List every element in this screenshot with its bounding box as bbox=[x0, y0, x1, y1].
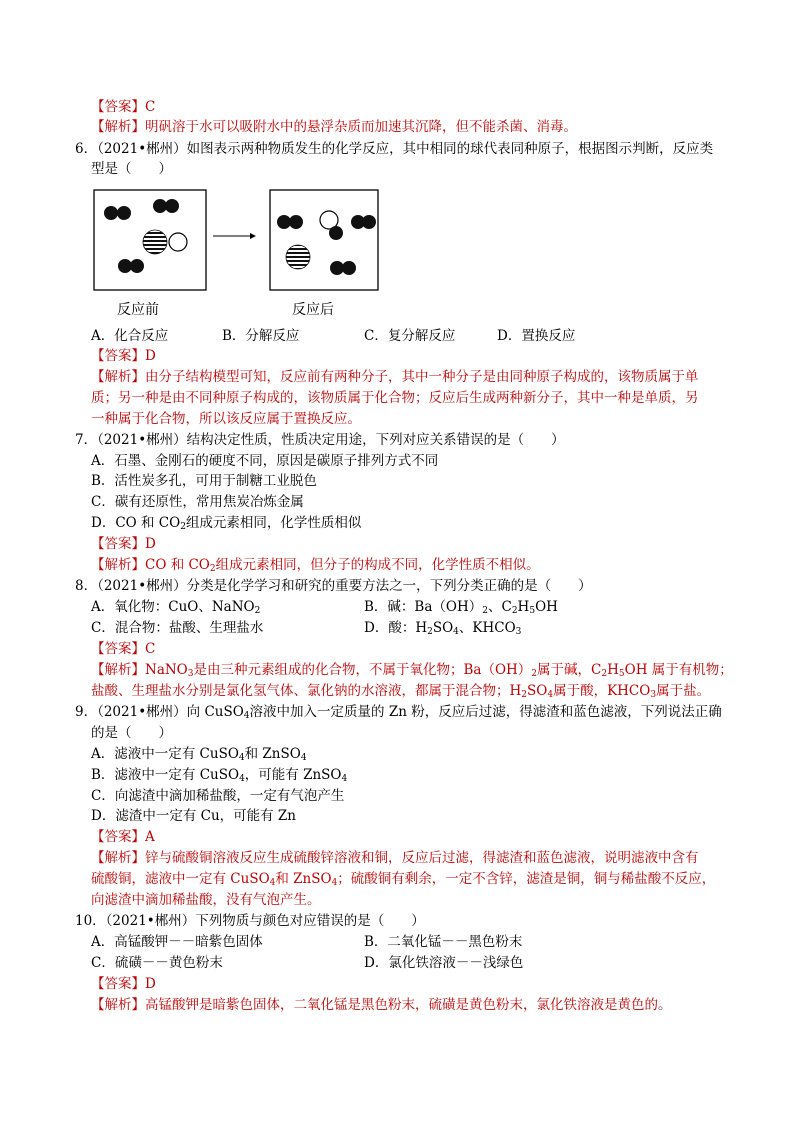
analysis-line: 【解析】高锰酸钾是暗紫色固体，二氧化锰是黑色粉末，硫磺是黄色粉末，氯化铁溶液是黄色的。 bbox=[91, 997, 672, 1013]
answer-line: 【答案】D bbox=[91, 348, 156, 364]
dark-atom bbox=[104, 206, 118, 220]
dark-atom bbox=[117, 206, 131, 220]
question-9-stem: 9．（2021•郴州）向 CuSO$_4$溶液中加入一定质量的 Zn 粉，反应后过滤，得滤渣和蓝色滤液，下列说法正确 bbox=[75, 704, 722, 721]
answer-tag: 【答案】 bbox=[91, 99, 145, 115]
option-b: B．二氧化锰－－黑色粉末 bbox=[364, 934, 523, 950]
dark-atom bbox=[330, 261, 344, 275]
hatched-atom bbox=[143, 230, 167, 254]
analysis-text: 明矾溶于水可以吸附水中的悬浮杂质而加速其沉降，但不能杀菌、消毒。 bbox=[145, 119, 577, 135]
option-a: A．石墨、金刚石的硬度不同，原因是碳原子排列方式不同 bbox=[91, 453, 439, 469]
analysis-line: 【解析】NaNO$_3$是由三种元素组成的化合物，不属于氧化物；$Ba(OH)_2$属于碱，$C_2H_5OH$ 属于有机物； bbox=[91, 662, 733, 679]
answer-value: C bbox=[145, 99, 156, 115]
option-d: D．滤渣中一定有 Cu，可能有 Zn bbox=[91, 808, 297, 824]
option-d: D．氯化铁溶液－－浅绿色 bbox=[364, 955, 524, 971]
caption-before: 反应前 bbox=[117, 302, 159, 318]
option-d: D．酸：$H_2SO_4$、$KHCO_3$ bbox=[364, 620, 522, 637]
caption-after: 反应后 bbox=[292, 302, 334, 318]
analysis-line: 【解析】由分子结构模型可知，反应前有两种分子，其中一种分子是由同种原子构成的，该物质属于单 bbox=[91, 369, 699, 385]
dark-atom bbox=[130, 259, 144, 273]
option-a: A．氧化物：CuO、NaNO$_2$ bbox=[91, 599, 261, 616]
analysis-line: 【解析】锌与硫酸铜溶液反应生成硫酸锌溶液和铜，反应后过滤，得滤渣和蓝色滤液，说明滤液中含有 bbox=[91, 850, 699, 866]
dark-atom bbox=[329, 226, 343, 240]
option-c: C．碳有还原性，常用焦炭冶炼金属 bbox=[91, 494, 304, 510]
answer-line: 【答案】A bbox=[91, 829, 155, 845]
option-c: C．向滤渣中滴加稀盐酸，一定有气泡产生 bbox=[91, 788, 345, 804]
option-b: B．活性炭多孔，可用于制糖工业脱色 bbox=[91, 473, 317, 489]
analysis-line: 【解析】CO 和 $CO_2$组成元素相同，但分子的构成不同，化学性质不相似。 bbox=[91, 557, 540, 574]
analysis-line bbox=[91, 117, 577, 137]
dark-atom bbox=[342, 261, 356, 275]
answer-line: 【答案】D bbox=[91, 976, 156, 992]
option-d: D．置换反应 bbox=[497, 328, 576, 344]
analysis-cont: 盐酸、生理盐水分别是氯化氢气体、氯化钠的水溶液，都属于混合物；$H_2SO_4$属于酸，$KHCO_3$属于盐。 bbox=[91, 683, 711, 700]
option-a: A．滤液中一定有 CuSO$_4$和 ZnSO$_4$ bbox=[91, 746, 307, 763]
question-9-stem-cont: 的是（ ） bbox=[91, 725, 172, 741]
answer-line: 【答案】D bbox=[91, 536, 156, 552]
analysis-cont: 向滤渣中滴加稀盐酸，没有气泡产生。 bbox=[91, 892, 321, 908]
analysis-cont: 一种属于化合物，所以该反应属于置换反应。 bbox=[91, 411, 361, 427]
option-a: A．化合反应 bbox=[91, 328, 169, 344]
analysis-cont: 质；另一种是由不同种原子构成的，该物质属于化合物；反应后生成两种新分子，其中一种是单质，另 bbox=[91, 390, 699, 406]
question-10-stem: 10．（2021•郴州）下列物质与颜色对应错误的是（ ） bbox=[75, 913, 425, 929]
option-b: B．分解反应 bbox=[222, 328, 300, 344]
dark-atom bbox=[165, 199, 179, 213]
dark-atom bbox=[118, 259, 132, 273]
question-6-stem: 6．（2021•郴州）如图表示两种物质发生的化学反应，其中相同的球代表同种原子，根据图示判断，反应类 bbox=[75, 141, 714, 157]
dark-atom bbox=[289, 215, 303, 229]
hatched-atom bbox=[286, 245, 310, 269]
option-c: C．硫磺－－黄色粉末 bbox=[91, 955, 223, 971]
question-6-stem-cont: 型是（ ） bbox=[91, 161, 172, 177]
option-b: B．碱：$Ba(OH)_2$、$C_2H_5OH$ bbox=[364, 599, 558, 616]
analysis-cont: 硫酸铜，滤液中一定有 CuSO$_4$和 ZnSO$_4$；硫酸铜有剩余，一定不含锌，滤渣是铜，铜与稀盐酸不反应， bbox=[91, 871, 716, 888]
question-8-stem: 8．（2021•郴州）分类是化学学习和研究的重要方法之一，下列分类正确的是（ ） bbox=[75, 578, 592, 594]
dark-atom bbox=[362, 215, 376, 229]
option-d: D．CO 和 $CO_2$组成元素相同，化学性质相似 bbox=[91, 515, 362, 532]
white-atom bbox=[169, 233, 187, 251]
answer-line bbox=[91, 97, 155, 117]
option-a: A．高锰酸钾－－暗紫色固体 bbox=[91, 934, 263, 950]
option-b: B．滤液中一定有 CuSO$_4$，可能有 ZnSO$_4$ bbox=[91, 767, 348, 784]
reaction-diagram bbox=[92, 188, 382, 296]
option-c: C．复分解反应 bbox=[364, 328, 456, 344]
after-box bbox=[270, 190, 378, 290]
question-7-stem: 7．（2021•郴州）结构决定性质，性质决定用途，下列对应关系错误的是（ ） bbox=[75, 432, 565, 448]
option-c: C．混合物：盐酸、生理盐水 bbox=[91, 620, 264, 636]
answer-line: 【答案】C bbox=[91, 641, 156, 657]
analysis-tag: 【解析】 bbox=[91, 119, 145, 135]
dark-atom bbox=[153, 199, 167, 213]
dark-atom bbox=[277, 215, 291, 229]
